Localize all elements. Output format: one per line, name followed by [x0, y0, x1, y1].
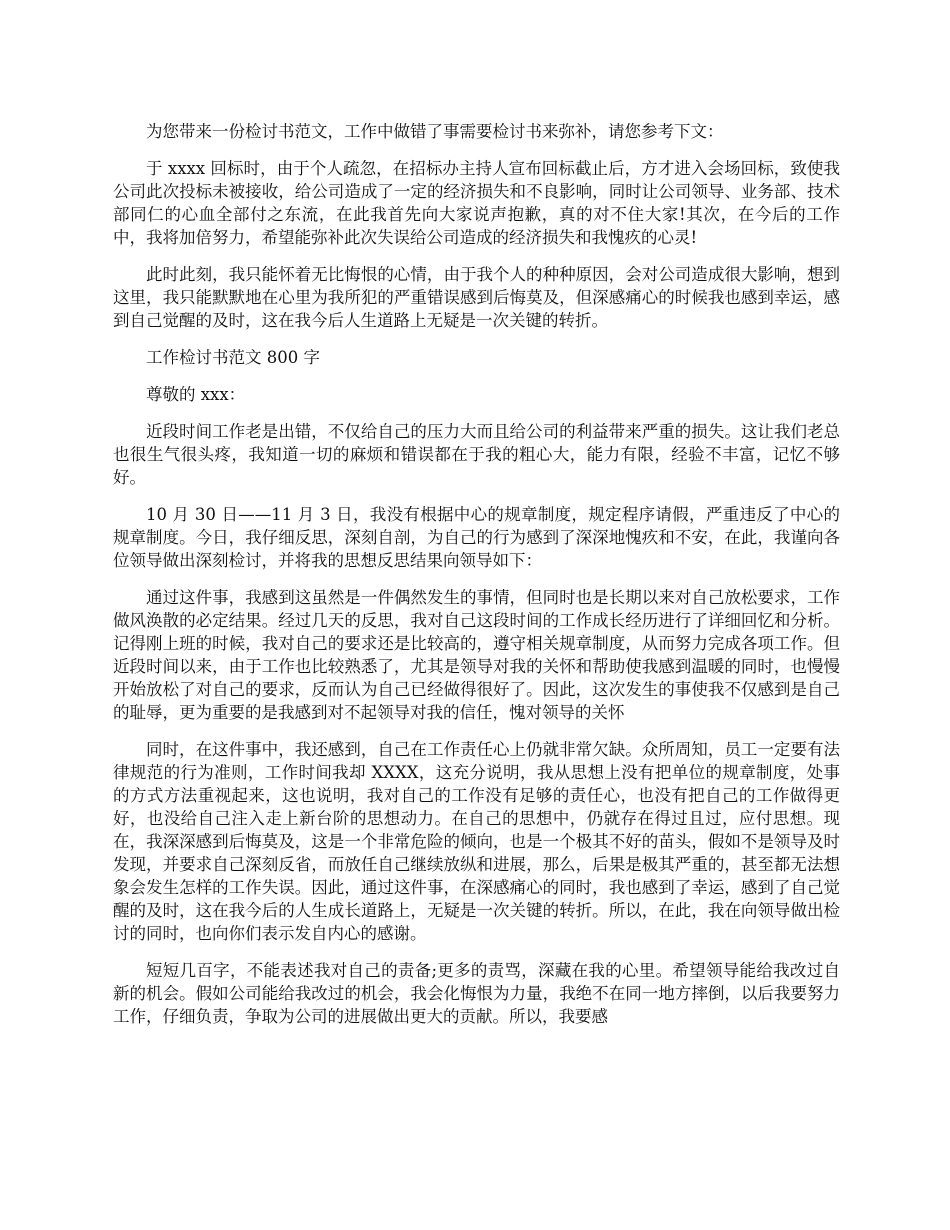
- paragraph-9: 短短几百字，不能表述我对自己的责备;更多的责骂，深藏在我的心里。希望领导能给我改过自新的机会。假如公司能给我改过的机会，我会化悔恨为力量，我绝不在同一地方摔倒，以后我要努力工作，仔细负责，争取为公司的进展做出更大的贡献。所以，我要感: [113, 961, 840, 1026]
- paragraph-7: 通过这件事，我感到这虽然是一件偶然发生的事情，但同时也是长期以来对自己放松要求，工作做风涣散的必定结果。经过几天的反思，我对自己这段时间的工作成长经历进行了详细回忆和分析。记得刚上班的时候，我对自己的要求还是比较高的，遵守相关规章制度，从而努力完成各项工作。但近段时间以来，由于工作也比较熟悉了，尤其是领导对我的关怀和帮助使我感到温暖的同时，也慢慢开始放松了对自己的要求，反而认为自己已经做得很好了。因此，这次发生的事使我不仅感到是自己的耻辱，更为重要的是我感到对不起领导对我的信任，愧对领导的关怀: [113, 588, 840, 722]
- paragraph-8: 同时，在这件事中，我还感到，自己在工作责任心上仍就非常欠缺。众所周知，员工一定要有法律规范的行为准则，工作时间我却 XXXX，这充分说明，我从思想上没有把单位的规章制度，处事的方式方法重视起来，这也说明，我对自己的工作没有足够的责任心，也没有把自己的工作做得更好，也没给自己注入走上新台阶的思想动力。在自己的思想中，仍就存在得过且过，应付思想。现在，我深深感到后悔莫及，这是一个非常危险的倾向，也是一个极其不好的苗头，假如不是领导及时发现，并要求自己深刻反省，而放任自己继续放纵和进展，那么，后果是极其严重的，甚至都无法想象会发生怎样的工作失误。因此，通过这件事，在深感痛心的同时，我也感到了幸运，感到了自己觉醒的及时，这在我今后的人生成长道路上，无疑是一次关键的转折。所以，在此，我在向领导做出检讨的同时，也向你们表示发自内心的感谢。: [113, 740, 840, 943]
- intro-paragraph: 为您带来一份检讨书范文，工作中做错了事需要检讨书来弥补，请您参考下文：: [146, 122, 724, 141]
- paragraph-5: 近段时间工作老是出错，不仅给自己的压力大而且给公司的利益带来严重的损失。这让我们老总也很生气很头疼，我知道一切的麻烦和错误都在于我的粗心大，能力有限，经验不丰富，记忆不够好。: [113, 422, 840, 487]
- paragraph-1: 于 xxxx 回标时，由于个人疏忽，在招标办主持人宣布回标截止后，方才进入会场回标，致使我公司此次投标未被接收，给公司造成了一定的经济损失和不良影响，同时让公司领导、业务部、技术部同仁的心血全部付之东流，在此我首先向大家说声抱歉，真的对不住大家!其次，在今后的工作中，我将加倍努力，希望能弥补此次失误给公司造成的经济损失和我愧疚的心灵!: [113, 159, 840, 247]
- salutation: 尊敬的 xxx：: [146, 385, 246, 404]
- document-body: [113, 120, 840, 1042]
- paragraph-2: 此时此刻，我只能怀着无比悔恨的心情，由于我个人的种种原因，会对公司造成很大影响，想到这里，我只能默默地在心里为我所犯的严重错误感到后悔莫及，但深感痛心的时候我也感到幸运，感到自己觉醒的及时，这在我今后人生道路上无疑是一次关键的转折。: [113, 265, 840, 330]
- paragraph-6: 10 月 30 日——11 月 3 日，我没有根据中心的规章制度，规定程序请假，严重违反了中心的规章制度。今日，我仔细反思，深刻自剖，为自己的行为感到了深深地愧疚和不安，在此，我谨向各位领导做出深刻检讨，并将我的思想反思结果向领导如下：: [113, 505, 840, 570]
- section-heading: 工作检讨书范文 800 字: [146, 348, 320, 367]
